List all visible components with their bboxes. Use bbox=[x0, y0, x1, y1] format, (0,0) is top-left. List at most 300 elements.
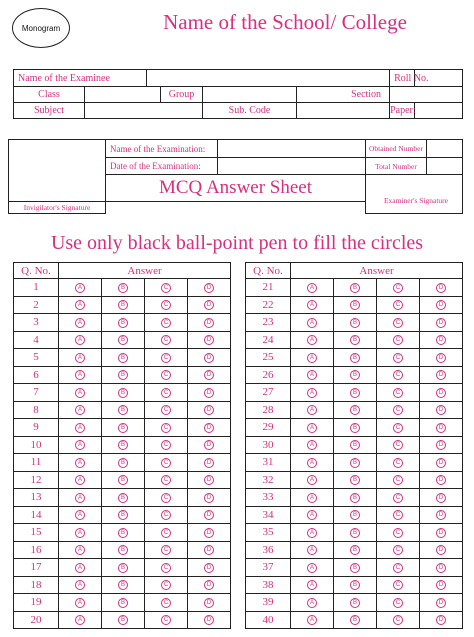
question-row bbox=[246, 506, 463, 524]
option-cell bbox=[420, 314, 463, 332]
option-cell bbox=[102, 611, 145, 629]
answer-bubble-d[interactable]: D bbox=[436, 475, 446, 485]
answer-bubble-b[interactable]: B bbox=[118, 440, 128, 450]
answer-bubble-d[interactable]: D bbox=[204, 283, 214, 293]
answer-bubble-d[interactable]: D bbox=[436, 580, 446, 590]
option-cell bbox=[59, 594, 102, 612]
option-cell bbox=[188, 454, 231, 472]
option-cell bbox=[420, 331, 463, 349]
option-cell bbox=[420, 454, 463, 472]
option-cell bbox=[145, 541, 188, 559]
answer-header: Answer bbox=[291, 263, 463, 279]
answer-bubble-b[interactable]: B bbox=[118, 335, 128, 345]
question-row bbox=[14, 559, 231, 577]
answer-bubble-c[interactable]: C bbox=[393, 283, 403, 293]
answer-bubble-a[interactable]: A bbox=[75, 598, 85, 608]
exam-date-label: Date of the Examination: bbox=[106, 158, 218, 175]
option-cell bbox=[59, 611, 102, 629]
option-cell bbox=[291, 454, 334, 472]
answer-bubble-d[interactable]: D bbox=[204, 598, 214, 608]
answer-bubble-c[interactable]: C bbox=[161, 300, 171, 310]
answer-bubble-b[interactable]: B bbox=[118, 475, 128, 485]
answer-bubble-a[interactable]: A bbox=[307, 440, 317, 450]
answer-bubble-a[interactable]: A bbox=[307, 283, 317, 293]
option-cell bbox=[377, 489, 420, 507]
answer-bubble-a[interactable]: A bbox=[75, 458, 85, 468]
answer-bubble-a[interactable]: A bbox=[307, 353, 317, 363]
sub-code-field[interactable] bbox=[297, 103, 390, 119]
option-cell bbox=[420, 279, 463, 297]
answer-bubble-d[interactable]: D bbox=[436, 353, 446, 363]
answer-bubble-b[interactable]: B bbox=[118, 580, 128, 590]
qno-header: Q. No. bbox=[14, 263, 59, 279]
answer-bubble-b[interactable]: B bbox=[350, 580, 360, 590]
option-cell bbox=[145, 489, 188, 507]
answer-bubble-d[interactable]: D bbox=[436, 405, 446, 415]
option-cell bbox=[145, 331, 188, 349]
answer-bubble-b[interactable]: B bbox=[350, 528, 360, 538]
answer-bubble-c[interactable]: C bbox=[161, 335, 171, 345]
answer-bubble-b[interactable]: B bbox=[118, 545, 128, 555]
option-cell bbox=[145, 454, 188, 472]
answer-bubble-c[interactable]: C bbox=[393, 563, 403, 573]
answer-bubble-a[interactable]: A bbox=[307, 580, 317, 590]
answer-bubble-c[interactable]: C bbox=[393, 335, 403, 345]
option-cell bbox=[291, 314, 334, 332]
answer-bubble-b[interactable]: B bbox=[350, 493, 360, 503]
obtained-number-field[interactable] bbox=[427, 140, 463, 158]
question-number: 22 bbox=[246, 296, 291, 314]
answer-bubble-c[interactable]: C bbox=[161, 423, 171, 433]
answer-bubble-c[interactable]: C bbox=[393, 528, 403, 538]
option-cell bbox=[145, 524, 188, 542]
option-cell bbox=[334, 384, 377, 402]
option-cell bbox=[59, 279, 102, 297]
option-cell bbox=[59, 489, 102, 507]
question-number: 3 bbox=[14, 314, 59, 332]
answer-bubble-d[interactable]: D bbox=[436, 563, 446, 573]
option-cell bbox=[188, 611, 231, 629]
question-row bbox=[246, 594, 463, 612]
answer-bubble-a[interactable]: A bbox=[75, 493, 85, 503]
answer-bubble-b[interactable]: B bbox=[118, 388, 128, 398]
answer-bubble-a[interactable]: A bbox=[307, 370, 317, 380]
option-cell bbox=[334, 436, 377, 454]
option-cell bbox=[291, 296, 334, 314]
option-cell bbox=[291, 331, 334, 349]
subject-field[interactable] bbox=[85, 103, 203, 119]
answer-bubble-d[interactable]: D bbox=[436, 510, 446, 520]
answer-bubble-a[interactable]: A bbox=[75, 318, 85, 328]
answer-bubble-b[interactable]: B bbox=[350, 353, 360, 363]
answer-bubble-a[interactable]: A bbox=[75, 335, 85, 345]
option-cell bbox=[291, 401, 334, 419]
option-cell bbox=[145, 314, 188, 332]
option-cell bbox=[377, 541, 420, 559]
question-number: 8 bbox=[14, 401, 59, 419]
answer-bubble-b[interactable]: B bbox=[350, 388, 360, 398]
answer-bubble-c[interactable]: C bbox=[161, 615, 171, 625]
answer-bubble-d[interactable]: D bbox=[204, 423, 214, 433]
option-cell bbox=[59, 576, 102, 594]
answer-bubble-a[interactable]: A bbox=[307, 510, 317, 520]
answer-bubble-c[interactable]: C bbox=[161, 580, 171, 590]
option-cell bbox=[334, 401, 377, 419]
question-row bbox=[14, 524, 231, 542]
answer-bubble-d[interactable]: D bbox=[436, 283, 446, 293]
obtained-number-label: Obtained Number bbox=[366, 140, 427, 158]
answer-bubble-d[interactable]: D bbox=[204, 440, 214, 450]
option-cell bbox=[334, 419, 377, 437]
answer-bubble-a[interactable]: A bbox=[307, 335, 317, 345]
answer-bubble-b[interactable]: B bbox=[350, 615, 360, 625]
answer-bubble-a[interactable]: A bbox=[307, 388, 317, 398]
answer-bubble-d[interactable]: D bbox=[436, 545, 446, 555]
answer-bubble-d[interactable]: D bbox=[436, 615, 446, 625]
group-field[interactable] bbox=[203, 87, 297, 103]
answer-bubble-b[interactable]: B bbox=[350, 423, 360, 433]
option-cell bbox=[334, 506, 377, 524]
option-cell bbox=[59, 471, 102, 489]
answer-bubble-b[interactable]: B bbox=[118, 563, 128, 573]
answer-bubble-c[interactable]: C bbox=[161, 598, 171, 608]
question-row bbox=[14, 349, 231, 367]
answer-bubble-a[interactable]: A bbox=[307, 563, 317, 573]
answer-bubble-d[interactable]: D bbox=[204, 370, 214, 380]
question-number: 31 bbox=[246, 454, 291, 472]
question-number: 19 bbox=[14, 594, 59, 612]
option-cell bbox=[377, 576, 420, 594]
total-number-field[interactable] bbox=[427, 158, 463, 175]
option-cell bbox=[145, 279, 188, 297]
answer-bubble-c[interactable]: C bbox=[393, 510, 403, 520]
exam-date-field[interactable] bbox=[218, 158, 366, 175]
answer-bubble-d[interactable]: D bbox=[204, 563, 214, 573]
answer-bubble-d[interactable]: D bbox=[204, 405, 214, 415]
answer-bubble-b[interactable]: B bbox=[350, 440, 360, 450]
option-cell bbox=[102, 506, 145, 524]
answer-bubble-a[interactable]: A bbox=[75, 353, 85, 363]
answer-bubble-d[interactable]: D bbox=[436, 423, 446, 433]
option-cell bbox=[102, 384, 145, 402]
option-cell bbox=[102, 366, 145, 384]
answer-bubble-a[interactable]: A bbox=[75, 615, 85, 625]
answer-bubble-b[interactable]: B bbox=[118, 283, 128, 293]
answer-bubble-c[interactable]: C bbox=[393, 388, 403, 398]
option-cell bbox=[188, 506, 231, 524]
answer-bubble-b[interactable]: B bbox=[118, 370, 128, 380]
answer-bubble-c[interactable]: C bbox=[393, 493, 403, 503]
answer-bubble-a[interactable]: A bbox=[75, 440, 85, 450]
question-number: 36 bbox=[246, 541, 291, 559]
option-cell bbox=[291, 576, 334, 594]
option-cell bbox=[102, 524, 145, 542]
answer-bubble-a[interactable]: A bbox=[307, 545, 317, 555]
class-field[interactable] bbox=[85, 87, 161, 103]
answer-bubble-a[interactable]: A bbox=[307, 423, 317, 433]
option-cell bbox=[334, 471, 377, 489]
answer-bubble-b[interactable]: B bbox=[350, 475, 360, 485]
answer-bubble-b[interactable]: B bbox=[350, 318, 360, 328]
answer-bubble-c[interactable]: C bbox=[393, 598, 403, 608]
answer-bubble-c[interactable]: C bbox=[161, 510, 171, 520]
question-number: 2 bbox=[14, 296, 59, 314]
option-cell bbox=[188, 349, 231, 367]
question-row bbox=[14, 594, 231, 612]
answer-bubble-c[interactable]: C bbox=[393, 475, 403, 485]
answer-bubble-b[interactable]: B bbox=[118, 423, 128, 433]
answer-bubble-b[interactable]: B bbox=[350, 405, 360, 415]
option-cell bbox=[102, 576, 145, 594]
answer-bubble-a[interactable]: A bbox=[307, 318, 317, 328]
answer-bubble-c[interactable]: C bbox=[393, 353, 403, 363]
option-cell bbox=[334, 524, 377, 542]
examinee-name-label: Name of the Examinee bbox=[14, 70, 147, 87]
answer-bubble-d[interactable]: D bbox=[436, 370, 446, 380]
answer-bubble-b[interactable]: B bbox=[350, 458, 360, 468]
option-cell bbox=[145, 559, 188, 577]
question-number: 27 bbox=[246, 384, 291, 402]
answer-bubble-d[interactable]: D bbox=[436, 300, 446, 310]
answer-bubble-b[interactable]: B bbox=[118, 300, 128, 310]
option-cell bbox=[59, 559, 102, 577]
option-cell bbox=[334, 454, 377, 472]
answer-bubble-b[interactable]: B bbox=[350, 300, 360, 310]
option-cell bbox=[377, 314, 420, 332]
option-cell bbox=[102, 559, 145, 577]
option-cell bbox=[188, 384, 231, 402]
answer-bubble-d[interactable]: D bbox=[204, 300, 214, 310]
answer-bubble-a[interactable]: A bbox=[307, 615, 317, 625]
answer-bubble-c[interactable]: C bbox=[161, 353, 171, 363]
answer-bubble-a[interactable]: A bbox=[307, 458, 317, 468]
paper-field[interactable] bbox=[415, 103, 463, 119]
answer-bubble-c[interactable]: C bbox=[161, 563, 171, 573]
answer-bubble-b[interactable]: B bbox=[350, 598, 360, 608]
answer-bubble-d[interactable]: D bbox=[204, 458, 214, 468]
option-cell bbox=[377, 349, 420, 367]
option-cell bbox=[291, 524, 334, 542]
option-cell bbox=[188, 366, 231, 384]
option-cell bbox=[188, 576, 231, 594]
question-row bbox=[14, 436, 231, 454]
answer-bubble-d[interactable]: D bbox=[204, 353, 214, 363]
answer-bubble-d[interactable]: D bbox=[204, 580, 214, 590]
answer-bubble-a[interactable]: A bbox=[75, 475, 85, 485]
answer-bubble-c[interactable]: C bbox=[161, 493, 171, 503]
answer-bubble-b[interactable]: B bbox=[118, 458, 128, 468]
option-cell bbox=[188, 436, 231, 454]
answer-bubble-a[interactable]: A bbox=[75, 300, 85, 310]
answer-bubble-d[interactable]: D bbox=[436, 440, 446, 450]
answer-bubble-c[interactable]: C bbox=[393, 580, 403, 590]
answer-bubble-c[interactable]: C bbox=[393, 440, 403, 450]
answer-bubble-b[interactable]: B bbox=[350, 370, 360, 380]
question-row bbox=[246, 576, 463, 594]
option-cell bbox=[334, 366, 377, 384]
option-cell bbox=[145, 401, 188, 419]
question-row bbox=[14, 611, 231, 629]
question-row bbox=[14, 576, 231, 594]
answer-bubble-c[interactable]: C bbox=[161, 458, 171, 468]
option-cell bbox=[377, 611, 420, 629]
answer-bubble-a[interactable]: A bbox=[75, 423, 85, 433]
option-cell bbox=[334, 541, 377, 559]
answer-bubble-c[interactable]: C bbox=[393, 300, 403, 310]
examinee-name-field[interactable] bbox=[147, 70, 390, 87]
answer-bubble-a[interactable]: A bbox=[75, 283, 85, 293]
option-cell bbox=[291, 489, 334, 507]
question-number: 30 bbox=[246, 436, 291, 454]
answer-bubble-d[interactable]: D bbox=[204, 318, 214, 328]
answer-bubble-d[interactable]: D bbox=[436, 528, 446, 538]
option-cell bbox=[334, 576, 377, 594]
exam-name-field[interactable] bbox=[218, 140, 366, 158]
answer-bubble-c[interactable]: C bbox=[161, 388, 171, 398]
answer-bubble-b[interactable]: B bbox=[350, 545, 360, 555]
question-number: 40 bbox=[246, 611, 291, 629]
answer-bubble-c[interactable]: C bbox=[161, 283, 171, 293]
answer-bubble-d[interactable]: D bbox=[204, 615, 214, 625]
monogram-logo: Monogram bbox=[12, 8, 70, 48]
answer-bubble-c[interactable]: C bbox=[161, 545, 171, 555]
answer-bubble-a[interactable]: A bbox=[75, 545, 85, 555]
answer-bubble-b[interactable]: B bbox=[118, 405, 128, 415]
invigilator-signature-box[interactable] bbox=[9, 140, 106, 202]
answer-bubble-c[interactable]: C bbox=[393, 545, 403, 555]
answer-bubble-d[interactable]: D bbox=[436, 493, 446, 503]
answer-bubble-c[interactable]: C bbox=[393, 458, 403, 468]
answer-bubble-a[interactable]: A bbox=[75, 528, 85, 538]
answer-bubble-c[interactable]: C bbox=[161, 475, 171, 485]
option-cell bbox=[420, 489, 463, 507]
option-cell bbox=[59, 401, 102, 419]
answer-bubble-d[interactable]: D bbox=[436, 458, 446, 468]
answer-bubble-d[interactable]: D bbox=[436, 388, 446, 398]
option-cell bbox=[188, 419, 231, 437]
option-cell bbox=[145, 471, 188, 489]
question-number: 21 bbox=[246, 279, 291, 297]
answer-bubble-a[interactable]: A bbox=[307, 300, 317, 310]
answer-bubble-a[interactable]: A bbox=[307, 598, 317, 608]
answer-bubble-c[interactable]: C bbox=[161, 528, 171, 538]
answer-bubble-c[interactable]: C bbox=[393, 615, 403, 625]
answer-bubble-d[interactable]: D bbox=[204, 510, 214, 520]
option-cell bbox=[102, 349, 145, 367]
option-cell bbox=[188, 296, 231, 314]
answer-bubble-c[interactable]: C bbox=[161, 405, 171, 415]
answer-bubble-c[interactable]: C bbox=[393, 405, 403, 415]
answer-bubble-b[interactable]: B bbox=[118, 510, 128, 520]
question-row bbox=[14, 471, 231, 489]
answer-bubble-c[interactable]: C bbox=[393, 370, 403, 380]
option-cell bbox=[420, 576, 463, 594]
answer-bubble-b[interactable]: B bbox=[350, 563, 360, 573]
option-cell bbox=[59, 506, 102, 524]
answer-bubble-b[interactable]: B bbox=[118, 353, 128, 363]
answer-bubble-c[interactable]: C bbox=[393, 318, 403, 328]
answer-bubble-c[interactable]: C bbox=[393, 423, 403, 433]
answer-bubble-d[interactable]: D bbox=[204, 545, 214, 555]
answer-bubble-b[interactable]: B bbox=[118, 318, 128, 328]
question-number: 17 bbox=[14, 559, 59, 577]
answer-header: Answer bbox=[59, 263, 231, 279]
answer-bubble-d[interactable]: D bbox=[204, 528, 214, 538]
answer-bubble-c[interactable]: C bbox=[161, 440, 171, 450]
answer-bubble-a[interactable]: A bbox=[75, 563, 85, 573]
option-cell bbox=[59, 384, 102, 402]
question-number: 39 bbox=[246, 594, 291, 612]
option-cell bbox=[420, 471, 463, 489]
question-number: 11 bbox=[14, 454, 59, 472]
answer-bubble-a[interactable]: A bbox=[307, 493, 317, 503]
answer-bubble-d[interactable]: D bbox=[436, 598, 446, 608]
class-label: Class bbox=[14, 87, 85, 103]
question-number: 12 bbox=[14, 471, 59, 489]
question-row bbox=[14, 506, 231, 524]
option-cell bbox=[377, 384, 420, 402]
answer-bubble-a[interactable]: A bbox=[307, 475, 317, 485]
answer-bubble-b[interactable]: B bbox=[118, 598, 128, 608]
answer-bubble-b[interactable]: B bbox=[350, 335, 360, 345]
answer-bubble-a[interactable]: A bbox=[75, 580, 85, 590]
answer-bubble-a[interactable]: A bbox=[307, 528, 317, 538]
answer-bubble-b[interactable]: B bbox=[118, 615, 128, 625]
answer-bubble-d[interactable]: D bbox=[436, 335, 446, 345]
question-row bbox=[14, 454, 231, 472]
answer-bubble-a[interactable]: A bbox=[307, 405, 317, 415]
answer-bubble-c[interactable]: C bbox=[161, 318, 171, 328]
option-cell bbox=[145, 506, 188, 524]
option-cell bbox=[102, 419, 145, 437]
question-row bbox=[246, 559, 463, 577]
answer-bubble-a[interactable]: A bbox=[75, 405, 85, 415]
question-row bbox=[246, 349, 463, 367]
answer-bubble-b[interactable]: B bbox=[118, 528, 128, 538]
option-cell bbox=[420, 524, 463, 542]
section-field[interactable] bbox=[390, 87, 463, 103]
answer-table-right bbox=[245, 262, 463, 629]
answer-bubble-d[interactable]: D bbox=[204, 493, 214, 503]
option-cell bbox=[334, 314, 377, 332]
answer-bubble-a[interactable]: A bbox=[75, 510, 85, 520]
option-cell bbox=[145, 419, 188, 437]
answer-bubble-d[interactable]: D bbox=[204, 388, 214, 398]
option-cell bbox=[291, 436, 334, 454]
answer-bubble-d[interactable]: D bbox=[204, 475, 214, 485]
option-cell bbox=[420, 366, 463, 384]
option-cell bbox=[420, 594, 463, 612]
question-row bbox=[14, 401, 231, 419]
question-number: 13 bbox=[14, 489, 59, 507]
answer-bubble-d[interactable]: D bbox=[436, 318, 446, 328]
answer-bubble-b[interactable]: B bbox=[350, 283, 360, 293]
answer-bubble-c[interactable]: C bbox=[161, 370, 171, 380]
answer-bubble-b[interactable]: B bbox=[350, 510, 360, 520]
question-row bbox=[246, 524, 463, 542]
option-cell bbox=[377, 296, 420, 314]
examiner-signature-box[interactable] bbox=[366, 175, 463, 214]
group-label: Group bbox=[161, 87, 203, 103]
answer-bubble-a[interactable]: A bbox=[75, 388, 85, 398]
answer-bubble-d[interactable]: D bbox=[204, 335, 214, 345]
option-cell bbox=[59, 436, 102, 454]
answer-bubble-a[interactable]: A bbox=[75, 370, 85, 380]
question-row bbox=[246, 454, 463, 472]
question-number: 23 bbox=[246, 314, 291, 332]
answer-bubble-b[interactable]: B bbox=[118, 493, 128, 503]
option-cell bbox=[334, 594, 377, 612]
